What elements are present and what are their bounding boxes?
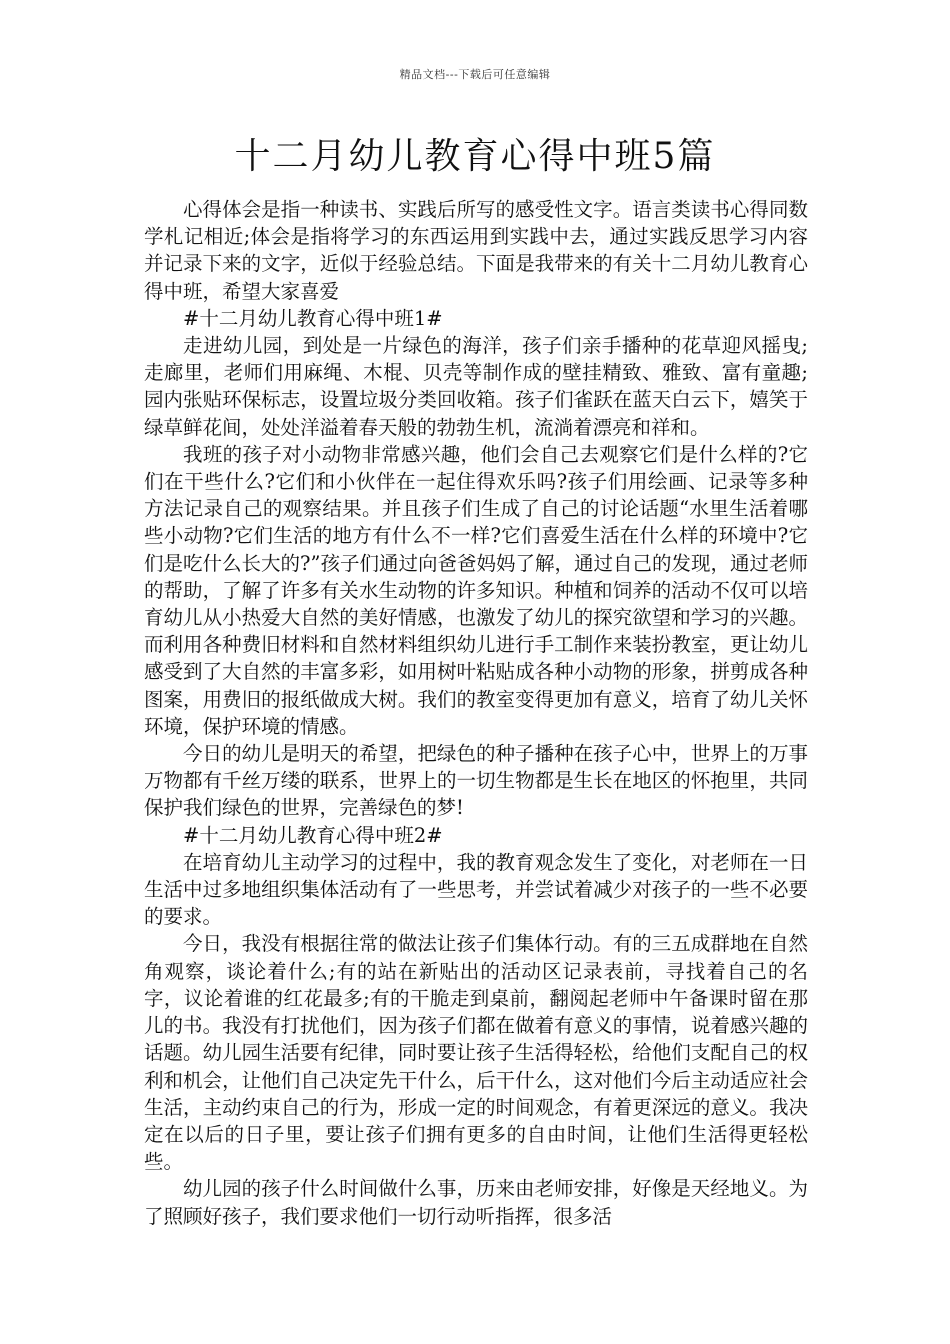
section-heading-2: #十二月幼儿教育心得中班2# <box>183 823 443 847</box>
paragraph: 幼儿园的孩子什么时间做什么事，历来由老师安排，好像是天经地义。为了照顾好孩子，我们要求他们一切行动听指挥，很多活 <box>144 1177 808 1228</box>
paragraph: 我班的孩子对小动物非常感兴趣，他们会自己去观察它们是什么样的?它们在干些什么?它们和小伙伴在一起住得欢乐吗?孩子们用绘画、记录等多种方法记录自己的观察结果。并且孩子们生成了自己的讨论话题“水里生活着哪些小动物?它们生活的地方有什么不一样?它们喜爱生活在什么样的环境中?它们是吃什么长大的?”孩子们通过向爸爸妈妈了解，通过自己的发现，通过老师的帮助，了解了许多有关水生动物的许多知识。种植和饲养的活动不仅可以培育幼儿从小热爱大自然的美好情感，也激发了幼儿的探究欲望和学习的兴趣。而利用各种费旧材料和自然材料组织幼儿进行手工制作来装扮教室，更让幼儿感受到了大自然的丰富多彩，如用树叶粘贴成各种小动物的形象，拼剪成各种图案，用费旧的报纸做成大树。我们的教室变得更加有意义，培育了幼儿关怀环境，保护环境的情感。 <box>144 442 808 738</box>
section-heading-1: #十二月幼儿教育心得中班1# <box>183 306 443 330</box>
paragraph: 今日，我没有根据往常的做法让孩子们集体行动。有的三五成群地在自然角观察，谈论着什么;有的站在新贴出的活动区记录表前，寻找着自己的名字，议论着谁的红花最多;有的干脆走到桌前，翻阅起老师中午备课时留在那儿的书。我没有打扰他们，因为孩子们都在做着有意义的事情，说着感兴趣的话题。幼儿园生活要有纪律，同时要让孩子生活得轻松，给他们支配自己的权利和机会，让他们自己决定先干什么，后干什么，这对他们今后主动适应社会生活，主动约束自己的行为，形成一定的时间观念，有着更深远的意义。我决定在以后的日子里，要让孩子们拥有更多的自由时间，让他们生活得更轻松些。 <box>144 932 808 1174</box>
paragraph: 今日的幼儿是明天的希望，把绿色的种子播种在孩子心中，世界上的万事万物都有千丝万缕的联系，世界上的一切生物都是生长在地区的怀抱里，共同保护我们绿色的世界，完善绿色的梦! <box>144 742 808 820</box>
header-note: 精品文档---下载后可任意编辑 <box>399 68 551 81</box>
document-title: 十二月幼儿教育心得中班5篇 <box>234 136 716 177</box>
paragraph-intro: 心得体会是指一种读书、实践后所写的感受性文字。语言类读书心得同数学札记相近;体会是指将学习的东西运用到实践中去，通过实践反思学习内容并记录下来的文字，近似于经验总结。下面是我带来的有关十二月幼儿教育心得中班，希望大家喜爱 <box>144 198 808 303</box>
paragraph: 在培育幼儿主动学习的过程中，我的教育观念发生了变化，对老师在一日生活中过多地组织集体活动有了一些思考，并尝试着减少对孩子的一些不必要的要求。 <box>144 850 808 929</box>
document-body <box>144 196 808 1230</box>
paragraph: 走进幼儿园，到处是一片绿色的海洋，孩子们亲手播种的花草迎风摇曳;走廊里，老师们用麻绳、木棍、贝壳等制作成的壁挂精致、雅致、富有童趣;园内张贴环保标志，设置垃圾分类回收箱。孩子们雀跃在蓝天白云下，嬉笑于绿草鲜花间，处处洋溢着春天般的勃勃生机，流淌着漂亮和祥和。 <box>144 334 808 439</box>
